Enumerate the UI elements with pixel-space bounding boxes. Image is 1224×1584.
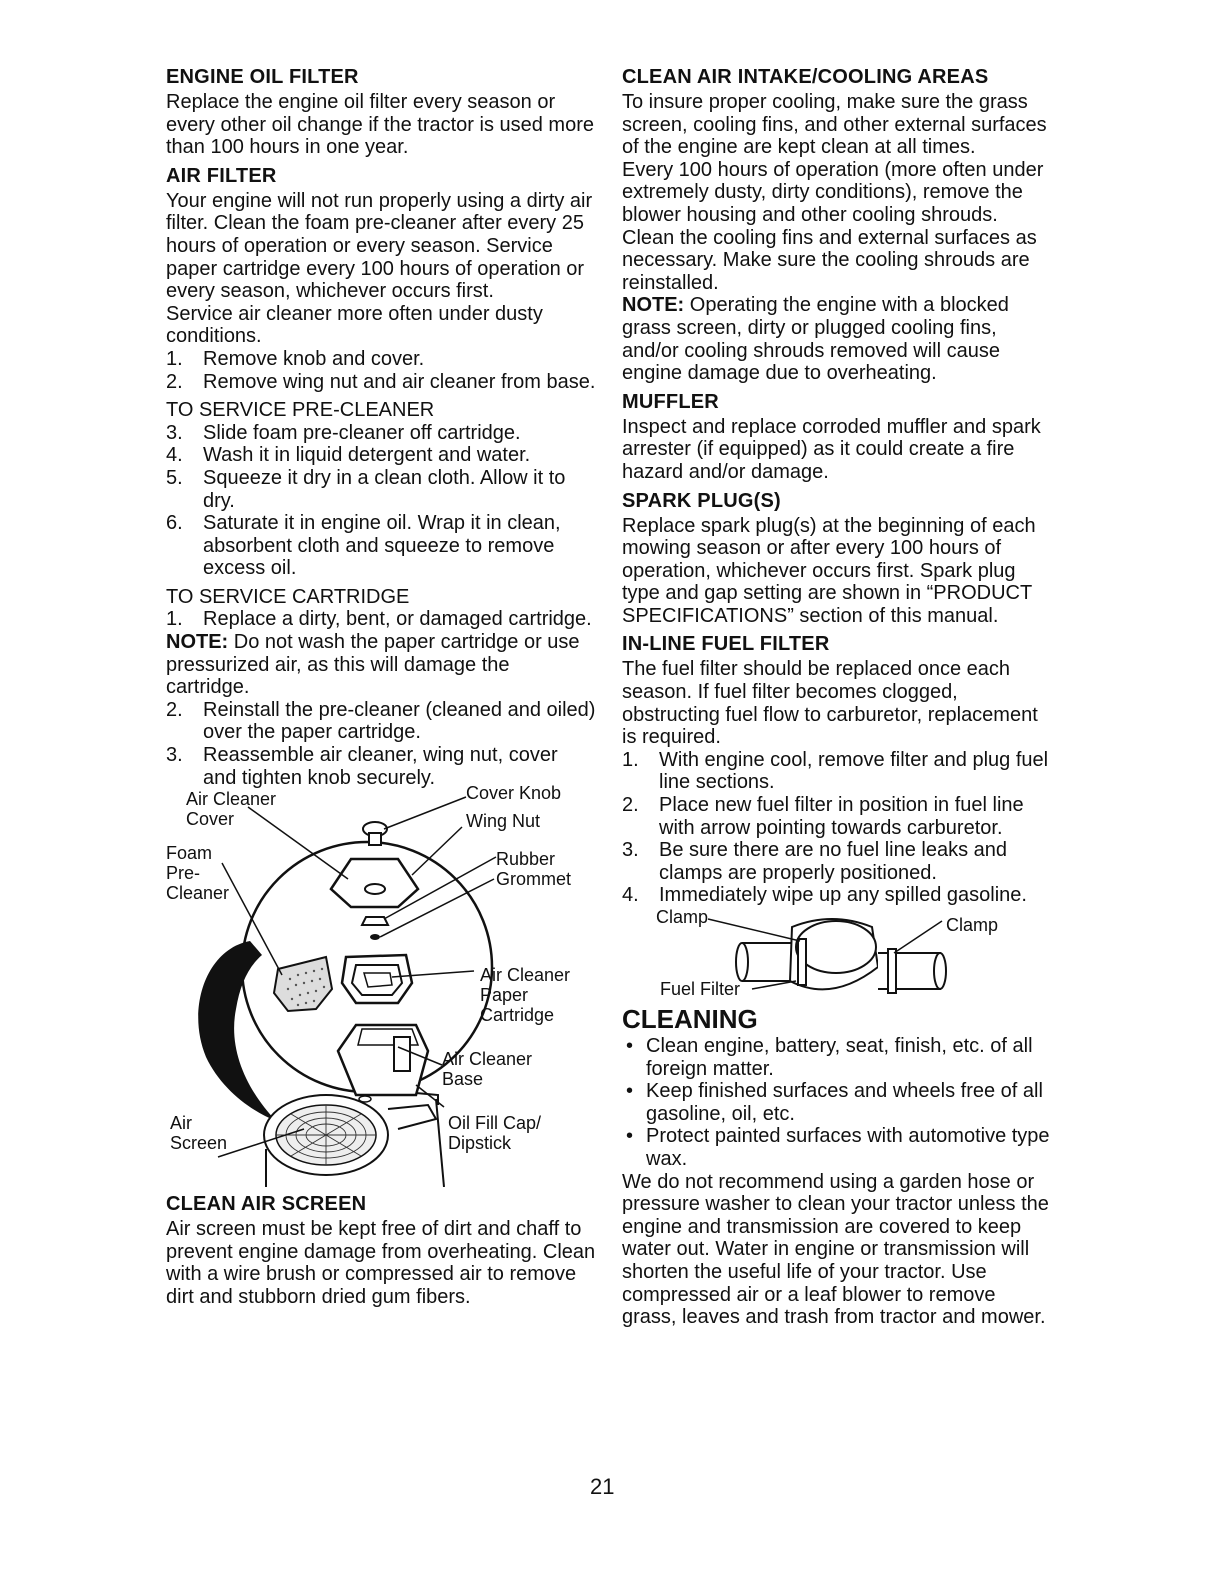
cartridge-steps-after bbox=[166, 699, 596, 789]
pre-cleaner-heading: TO SERVICE PRE-CLEANER bbox=[166, 399, 435, 422]
fuel-filter-body: The fuel filter should be replaced once each season. If fuel filter becomes clogged, obstructing fuel flow to carburetor, replacement is required. bbox=[622, 658, 1038, 749]
fuel-filter-heading: IN-LINE FUEL FILTER bbox=[622, 633, 830, 656]
list-item: 3. Slide foam pre-cleaner off cartridge. bbox=[166, 421, 521, 444]
air-cleaner-cover-label: Air Cleaner Cover bbox=[186, 789, 277, 830]
cartridge-heading: TO SERVICE CARTRIDGE bbox=[166, 585, 410, 608]
oil-fill-cap-label: Oil Fill Cap/ Dipstick bbox=[448, 1113, 542, 1154]
clean-air-screen-heading: CLEAN AIR SCREEN bbox=[166, 1193, 367, 1216]
list-item: 1. Remove knob and cover. bbox=[166, 347, 425, 370]
fuel-filter-diagram bbox=[622, 907, 1054, 1003]
list-item: 4. Immediately wipe up any spilled gasoline. bbox=[622, 884, 1027, 907]
cartridge-steps bbox=[166, 608, 596, 631]
spark-plugs-heading: SPARK PLUG(S) bbox=[622, 489, 781, 512]
list-item: • Keep finished surfaces and wheels free of all gasoline, oil, etc. bbox=[622, 1080, 1054, 1125]
clean-air-intake-body-1: To insure proper cooling, make sure the grass screen, cooling fins, and other external surfaces of the engine are kept clean at all times. bbox=[622, 91, 1047, 159]
muffler-body: Inspect and replace corroded muffler and spark arrester (if equipped) as it could create a fire hazard and/or damage. bbox=[622, 415, 1041, 483]
cleaning-heading: CLEANING bbox=[622, 1004, 758, 1034]
clean-air-screen-body: Air screen must be kept free of dirt and chaff to prevent engine damage from overheating. Clean with a wire brush or compressed air to remove dirt and stubborn dried gum fibers. bbox=[166, 1218, 596, 1308]
fuel-filter-steps bbox=[622, 749, 1054, 907]
cover-knob-label: Cover Knob bbox=[466, 783, 562, 804]
page-number: 21 bbox=[590, 1474, 615, 1499]
list-item: 4. Wash it in liquid detergent and water. bbox=[166, 444, 531, 467]
air-filter-heading: AIR FILTER bbox=[166, 164, 277, 187]
list-item: • Clean engine, battery, seat, finish, etc. of all foreign matter. bbox=[622, 1035, 1054, 1080]
right-column bbox=[622, 66, 1054, 1329]
list-item: 3. Reassemble air cleaner, wing nut, cover and tighten knob securely. bbox=[166, 744, 558, 789]
clamp-left-label: Clamp bbox=[656, 907, 709, 927]
cleaning-body: We do not recommend using a garden hose or pressure washer to clean your tractor unless the engine and transmission are covered to keep water out. Water in engine or transmission will shorten the useful life of your tractor. Use compressed air or a leaf blower to remove grass, leaves and trash from tractor and mower. bbox=[622, 1170, 1049, 1329]
list-item: 2. Remove wing nut and air cleaner from base. bbox=[166, 370, 596, 393]
wing-nut-label: Wing Nut bbox=[466, 811, 541, 832]
air-cleaner-base-label: Air Cleaner Base bbox=[442, 1049, 533, 1090]
list-item: 2. Reinstall the pre-cleaner (cleaned and oiled) over the paper cartridge. bbox=[166, 698, 596, 744]
list-item: 5. Squeeze it dry in a clean cloth. Allow it to dry. bbox=[166, 466, 566, 512]
muffler-heading: MUFFLER bbox=[622, 390, 719, 413]
clamp-right-label: Clamp bbox=[946, 915, 999, 935]
spark-plugs-body: Replace spark plug(s) at the beginning of each mowing season or after every 100 hours of operation, whichever occurs first. Spark plug type and gap setting are shown in “PRODUCT SPECIFICATIONS” section of this manual. bbox=[622, 514, 1036, 627]
list-item: 1. With engine cool, remove filter and plug fuel line sections. bbox=[622, 748, 1049, 794]
list-item: 6. Saturate it in engine oil. Wrap it in clean, absorbent cloth and squeeze to remove excess oil. bbox=[166, 512, 561, 580]
list-item: 2. Place new fuel filter in position in fuel line with arrow pointing towards carburetor. bbox=[622, 794, 1024, 839]
clean-air-intake-body-2: Every 100 hours of operation (more often under extremely dusty, dirty conditions), remove the blower housing and other cooling shrouds. Clean the cooling fins and external surfaces as necessary. Make sure the cooling shrouds are reinstalled. bbox=[622, 158, 1044, 294]
clean-air-intake-note: NOTE: Operating the engine with a blocked grass screen, dirty or plugged cooling fins, and/or cooling shrouds removed will cause engine damage due to overheating. bbox=[622, 294, 1009, 385]
engine-oil-filter-body: Replace the engine oil filter every season or every other oil change if the tractor is used more than 100 hours in one year. bbox=[166, 91, 594, 159]
pre-cleaner-steps bbox=[166, 422, 596, 580]
rubber-grommet-label: Rubber Grommet bbox=[496, 849, 572, 890]
list-item: 3. Be sure there are no fuel line leaks and clamps are properly positioned. bbox=[622, 839, 1007, 884]
air-filter-body-2: Service air cleaner more often under dusty conditions. bbox=[166, 302, 543, 348]
clean-air-intake-heading: CLEAN AIR INTAKE/COOLING AREAS bbox=[622, 66, 989, 88]
air-filter-body-1: Your engine will not run properly using a dirty air filter. Clean the foam pre-cleaner after every 25 hours of operation or every season. Service paper cartridge every 100 hours of operation or every season, whichever occurs first. bbox=[166, 189, 593, 303]
list-item: 1. Replace a dirty, bent, or damaged cartridge. bbox=[166, 608, 592, 631]
air-filter-steps bbox=[166, 348, 596, 393]
engine-oil-filter-heading: ENGINE OIL FILTER bbox=[166, 66, 359, 88]
cleaning-bullets bbox=[622, 1035, 1054, 1171]
foam-pre-cleaner-label: Foam Pre- Cleaner bbox=[166, 843, 230, 904]
fuel-filter-label: Fuel Filter bbox=[660, 979, 741, 999]
list-item: • Protect painted surfaces with automotive type wax. bbox=[622, 1125, 1054, 1170]
air-cleaner-diagram bbox=[166, 783, 596, 1187]
paper-cartridge-label: Air Cleaner Paper Cartridge bbox=[480, 965, 571, 1026]
left-column bbox=[166, 66, 596, 1309]
cartridge-note: NOTE: Do not wash the paper cartridge or use pressurized air, as this will damage the cartridge. bbox=[166, 631, 580, 699]
air-screen-label: Air Screen bbox=[170, 1113, 228, 1154]
